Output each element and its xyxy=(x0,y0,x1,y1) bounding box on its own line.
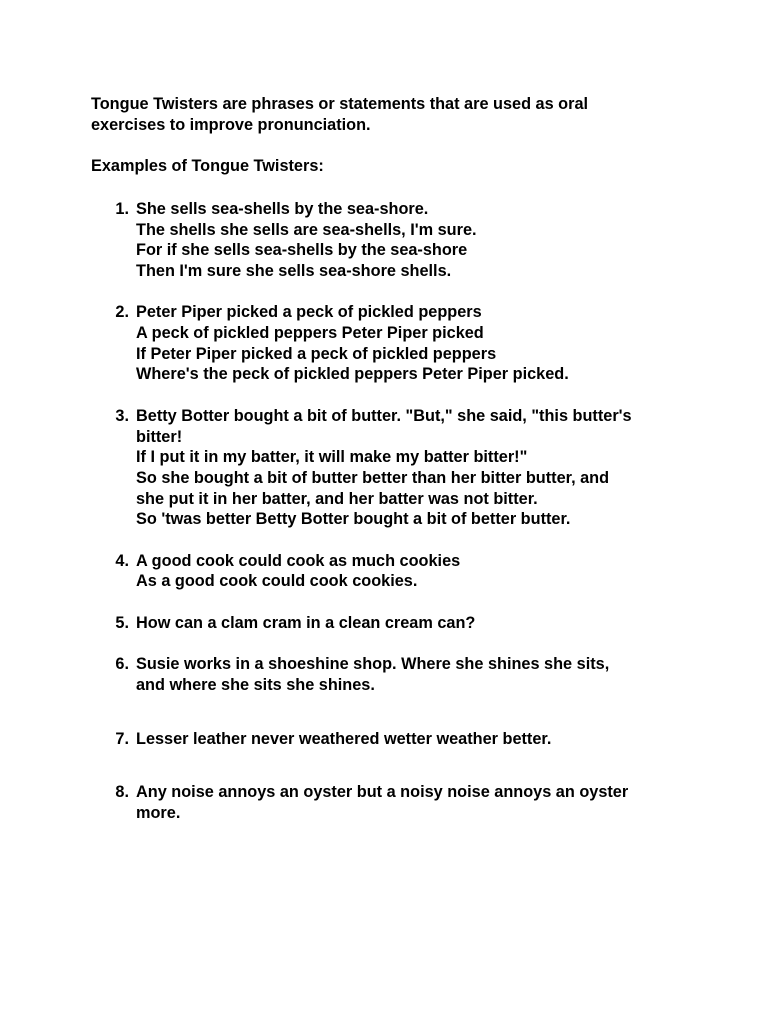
list-item-line: Where's the peck of pickled peppers Peter Piper picked. xyxy=(136,365,569,384)
list-item-line: A good cook could cook as much cookies xyxy=(136,551,461,570)
section-heading: Examples of Tongue Twisters: xyxy=(91,157,324,176)
list-item xyxy=(91,199,691,282)
intro-paragraph xyxy=(91,94,691,135)
list-item-number: 5. xyxy=(115,613,129,632)
list-item-line: A peck of pickled peppers Peter Piper picked xyxy=(136,324,484,342)
intro-line: exercises to improve pronunciation. xyxy=(91,115,371,134)
list-item-line: and where she sits she shines. xyxy=(136,675,375,694)
list-item-line: Susie works in a shoeshine shop. Where she shines she sits, xyxy=(136,655,610,674)
list-item-number: 2. xyxy=(115,303,129,322)
list-item-line: How can a clam cram in a clean cream can? xyxy=(136,613,476,632)
list-item xyxy=(91,302,691,385)
list-item-line: bitter! xyxy=(136,427,183,446)
list-item-line: For if she sells sea-shells by the sea-shore xyxy=(136,241,468,260)
list-item-line: The shells she sells are sea-shells, I'm sure. xyxy=(136,220,477,239)
list-item-number: 8. xyxy=(115,783,129,802)
list-item-line: If Peter Piper picked a peck of pickled peppers xyxy=(136,344,497,363)
list-item-line: She sells sea-shells by the sea-shore. xyxy=(136,199,429,218)
list-item-line: she put it in her batter, and her batter was not bitter. xyxy=(136,489,538,508)
tongue-twister-list xyxy=(91,199,691,824)
list-item-line: Any noise annoys an oyster but a noisy noise annoys an oyster xyxy=(136,783,629,802)
document-page xyxy=(91,94,691,824)
list-item xyxy=(91,406,691,530)
list-item-line: Betty Botter bought a bit of butter. "But," she said, "this butter's xyxy=(136,406,632,425)
list-item-line: more. xyxy=(136,804,181,822)
list-item-number: 6. xyxy=(115,655,129,674)
list-item xyxy=(91,654,691,695)
list-item xyxy=(91,613,691,634)
list-item xyxy=(91,782,691,823)
list-item-number: 3. xyxy=(115,406,129,425)
list-item xyxy=(91,729,691,750)
list-item-line: Then I'm sure she sells sea-shore shells. xyxy=(136,261,452,280)
list-item-line: Peter Piper picked a peck of pickled peppers xyxy=(136,303,482,322)
list-item-number: 7. xyxy=(115,729,129,748)
list-item-line: So she bought a bit of butter better than her bitter butter, and xyxy=(136,468,610,487)
intro-line: Tongue Twisters are phrases or statements that are used as oral xyxy=(91,95,589,113)
list-item-number: 1. xyxy=(115,199,129,218)
list-item-line: So 'twas better Betty Botter bought a bit of better butter. xyxy=(136,510,571,529)
list-item-line: Lesser leather never weathered wetter weather better. xyxy=(136,729,552,748)
list-item-number: 4. xyxy=(115,551,129,570)
list-item-line: As a good cook could cook cookies. xyxy=(136,572,418,591)
list-item-line: If I put it in my batter, it will make my batter bitter!" xyxy=(136,448,528,467)
list-item xyxy=(91,551,691,592)
